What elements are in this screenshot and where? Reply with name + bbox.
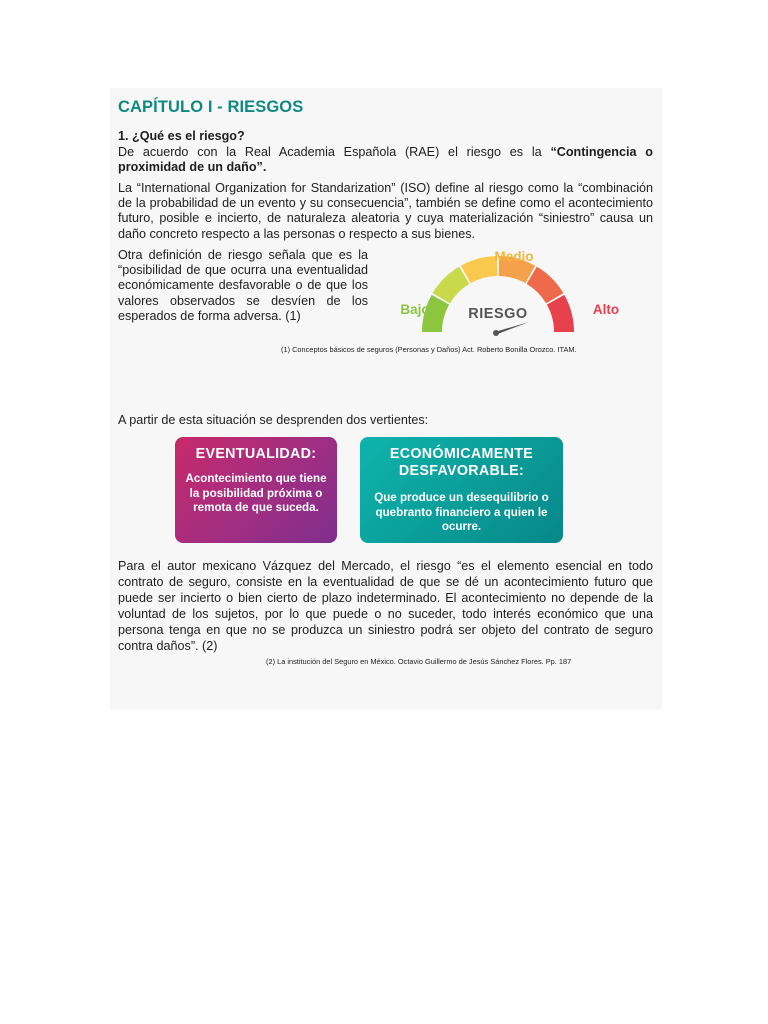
card-economicamente-body: Que produce un desequilibrio o quebranto financiero a quien le ocurre. (374, 491, 549, 533)
gauge-label-bajo: Bajo (400, 302, 430, 317)
gauge-segment-2 (433, 267, 470, 304)
gauge-center-label: RIESGO (468, 306, 528, 322)
card-economicamente-title: ECONÓMICAMENTE DESFAVORABLE: (389, 446, 534, 479)
vazquez-definition-paragraph: Para el autor mexicano Vázquez del Mercado, el riesgo “es el elemento esencial en todo contrato de seguro, consiste en la eventualidad de que se dé un acontecimiento futuro que puede ser incierto o bien cierto de plazo indeterminado. El acontecimiento no depende de la voluntad de los sujetos, por lo que puede o no suceder, todo interés económico que una persona tenga en que no se produzca un siniestro podrá ser objeto del contrato de seguro contra daños”. (2) (118, 559, 653, 654)
footnote-2: (2) La institución del Seguro en México. Octavio Guillermo de Jesús Sánchez Flores. Pp. 187 (266, 657, 572, 666)
definition-rae-quote: “Contingencia o proximidad de un daño”. (118, 145, 653, 175)
chapter-title: CAPÍTULO I - RIESGOS (118, 98, 304, 116)
definition-iso-paragraph: La “International Organization for Standarization” (ISO) define al riesgo como la “combinación de la probabilidad de un evento y su consecuencia”, también se define como el acontecimiento futuro, posible e incierto, de naturaleza aleatoria y cuya materialización “siniestro” causa un daño concreto respecto a las personas o respecto a sus bienes. (118, 181, 653, 241)
question-heading: 1. ¿Qué es el riesgo? (118, 129, 245, 143)
gauge-label-medio: Medio (494, 249, 534, 264)
card-eventualidad-title: EVENTUALIDAD: (195, 446, 317, 462)
definition-rae-text: De acuerdo con la Real Academia Española (RAE) el riesgo es la (118, 145, 551, 159)
gauge-needle (493, 322, 529, 336)
definition-rae-paragraph (118, 145, 653, 175)
card-economicamente-desfavorable (360, 437, 563, 543)
definition-other-paragraph: Otra definición de riesgo señala que es la “posibilidad de que ocurra una eventualidad económicamente desfavorable o de que los valores observados se desvíen de los esperados de forma adversa. (1) (118, 248, 368, 323)
card-eventualidad (175, 437, 337, 543)
footnote-1: (1) Conceptos básicos de seguros (Personas y Daños) Act. Roberto Bonilla Orozco. ITAM. (281, 345, 577, 354)
gauge-segment-5 (527, 267, 564, 304)
card-eventualidad-body: Acontecimiento que tiene la posibilidad próxima o remota de que suceda. (185, 472, 327, 514)
gauge-label-alto: Alto (592, 302, 620, 317)
risk-gauge (392, 240, 632, 340)
vertientes-intro: A partir de esta situación se desprenden dos vertientes: (118, 413, 429, 427)
